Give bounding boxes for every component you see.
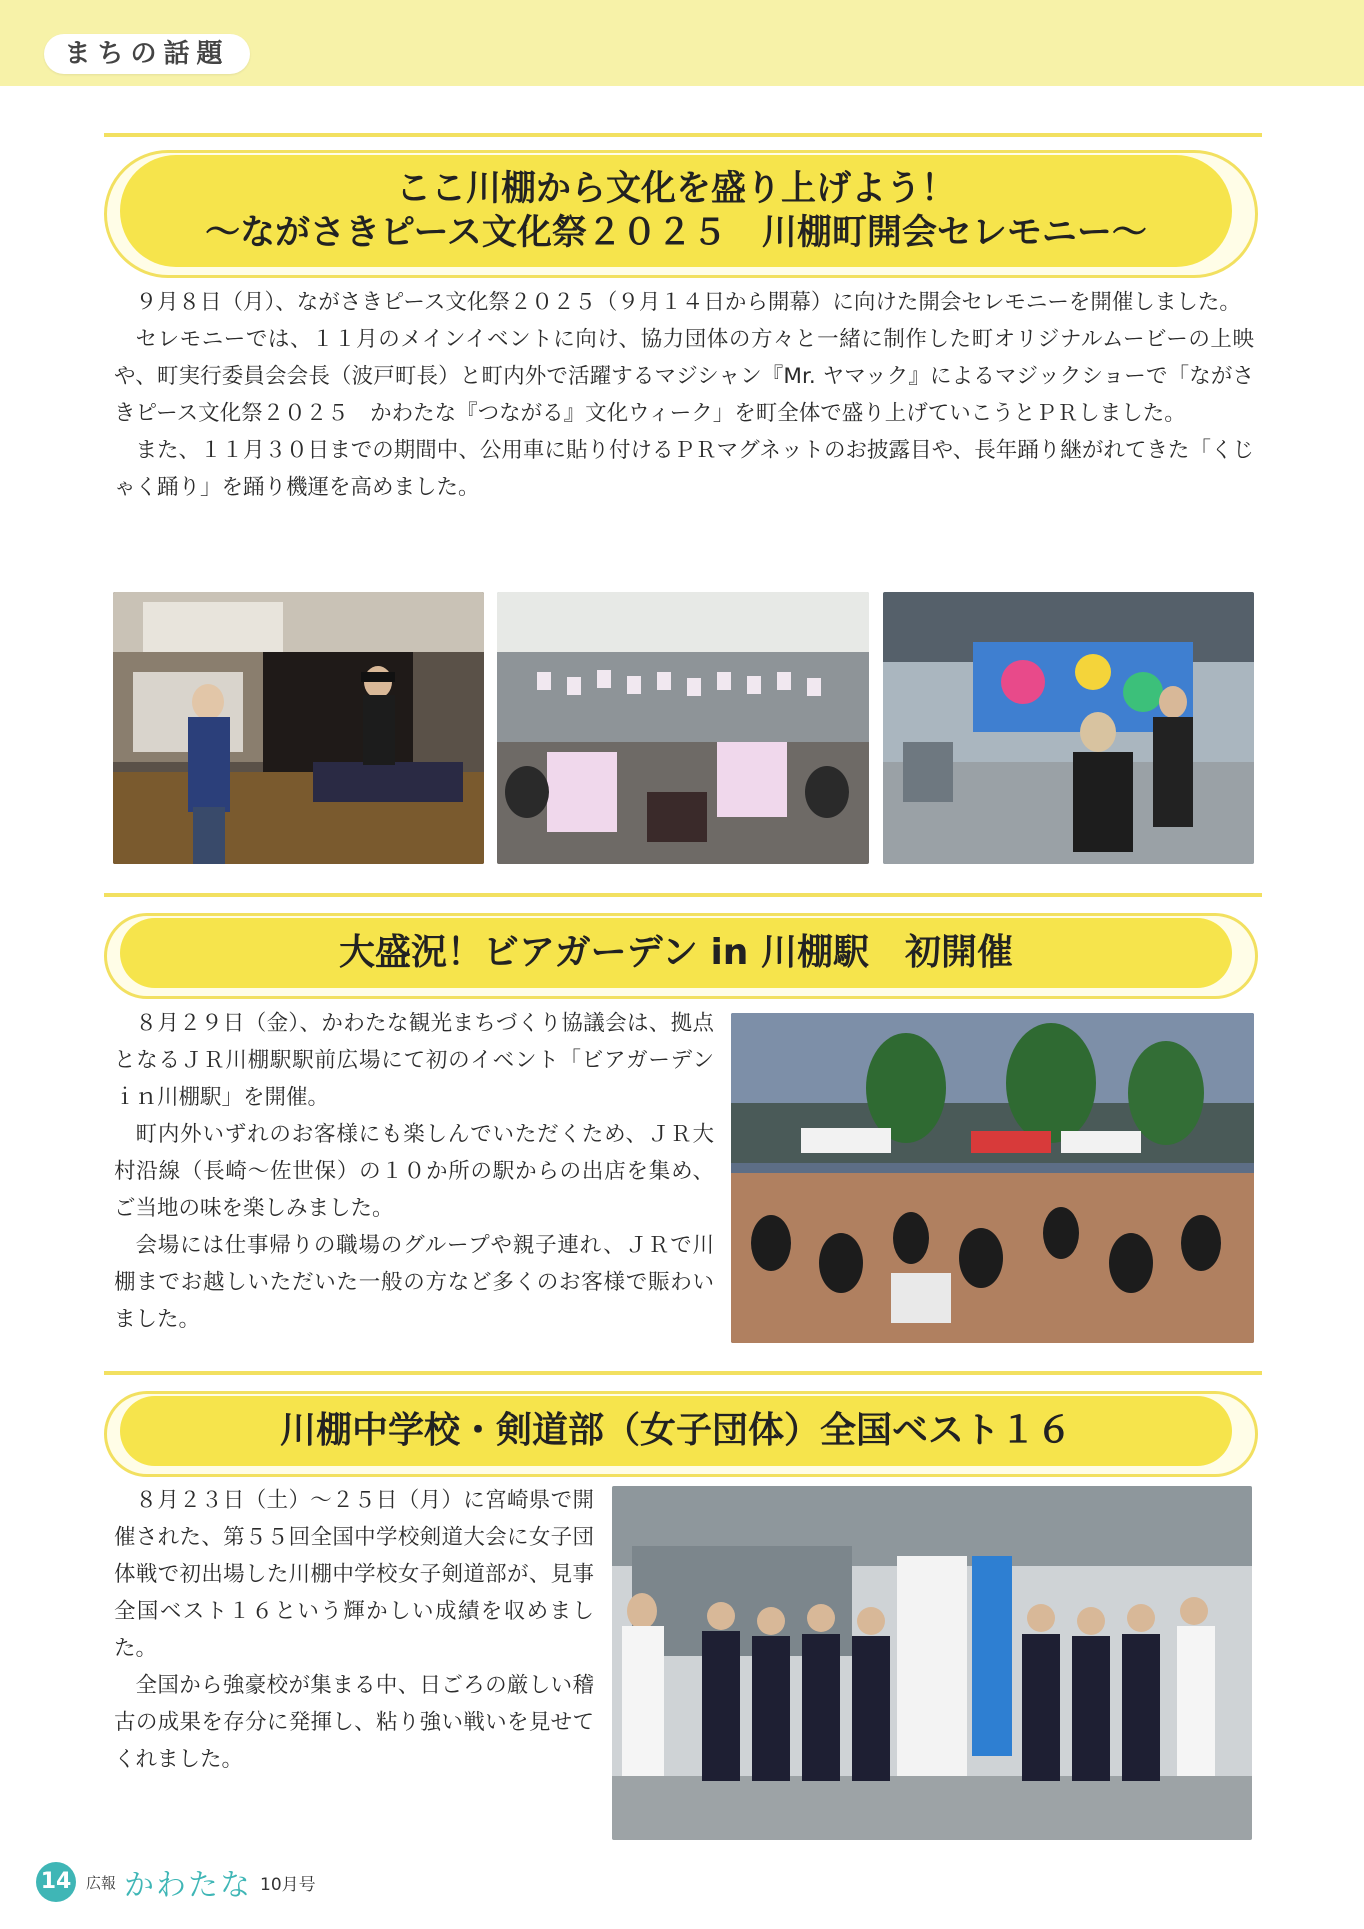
paragraph: 全国から強豪校が集まる中、日ごろの厳しい稽古の成果を存分に発揮し、粘り強い戦いを見せてくれました。 xyxy=(114,1673,594,1772)
section-divider xyxy=(104,893,1262,897)
section-divider xyxy=(104,133,1262,137)
photo-ceremony-stage xyxy=(113,592,484,864)
article-body xyxy=(114,284,1254,506)
photo-kendo-team xyxy=(612,1486,1252,1840)
photo-peacock-dance xyxy=(883,592,1254,864)
title-line-1: ここ川棚から文化を盛り上げよう！ xyxy=(395,169,956,209)
paragraph: 会場には仕事帰りの職場のグループや親子連れ、ＪＲで川棚までお越しいただいた一般の方など多くのお客様で賑わいました。 xyxy=(114,1233,714,1332)
title-line-2: ～ながさきピース文化祭２０２５ 川棚町開会セレモニー～ xyxy=(205,213,1147,253)
footer xyxy=(36,1862,316,1902)
section-label: まちの話題 xyxy=(44,34,250,74)
article-body xyxy=(114,1005,714,1338)
paragraph: ８月２３日（土）～２５日（月）に宮崎県で開催された、第５５回全国中学校剣道大会に女子団体戦で初出場した川棚中学校女子剣道部が、見事全国ベスト１６という輝かしい成績を収めました。 xyxy=(114,1488,594,1661)
issue-label: 10月号 xyxy=(260,1874,316,1895)
paragraph: 町内外いずれのお客様にも楽しんでいただくため、ＪＲ大村沿線（長崎～佐世保）の１０か所の駅からの出店を集め、ご当地の味を楽しみました。 xyxy=(114,1122,714,1221)
photo-beer-garden xyxy=(731,1013,1254,1343)
photo-ceremony-audience xyxy=(497,592,869,864)
magazine-name: かわたな xyxy=(124,1868,253,1903)
paragraph: また、１１月３０日までの期間中、公用車に貼り付けるＰＲマグネットのお披露目や、長年踊り継がれてきた「くじゃく踊り」を踊り機運を高めました。 xyxy=(114,438,1254,500)
article-title: 大盛況！ビアガーデン in 川棚駅 初開催 xyxy=(120,918,1232,988)
section-divider xyxy=(104,1371,1262,1375)
paragraph: セレモニーでは、１１月のメインイベントに向け、協力団体の方々と一緒に制作した町オリジナルムービーの上映や、町実行委員会会長（波戸町長）と町内外で活躍するマジシャン『Mr. ヤマック』によるマジックショーで「ながさきピース文化祭２０２５ かわたな『つながる』文化ウィーク」を町全体で盛り上げていこうとＰＲしました。 xyxy=(114,327,1254,426)
paragraph: ９月８日（月）、ながさきピース文化祭２０２５（９月１４日から開幕）に向けた開会セレモニーを開催しました。 xyxy=(135,290,1241,315)
article-title xyxy=(120,155,1232,267)
article-body xyxy=(114,1482,594,1778)
paragraph: ８月２９日（金）、かわたな観光まちづくり協議会は、拠点となるＪＲ川棚駅駅前広場にて初のイベント「ビアガーデンｉｎ川棚駅」を開催。 xyxy=(114,1011,714,1110)
article-title: 川棚中学校・剣道部（女子団体）全国ベスト１６ xyxy=(120,1396,1232,1466)
page-number: 14 xyxy=(36,1862,76,1902)
publication-label: 広報 xyxy=(86,1873,117,1892)
